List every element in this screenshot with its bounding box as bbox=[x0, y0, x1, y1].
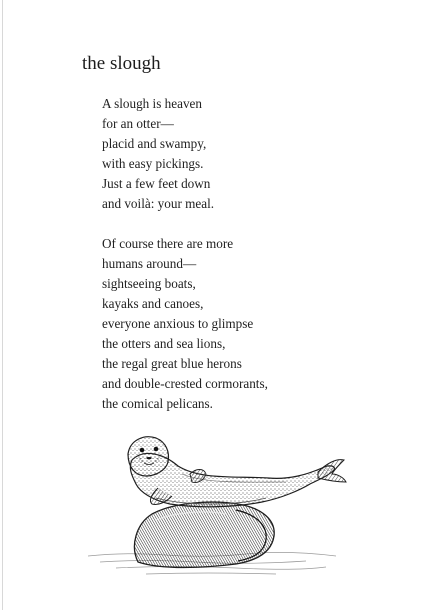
poem-line: everyone anxious to glimpse bbox=[102, 316, 254, 331]
poem-line: A slough is heaven bbox=[102, 96, 202, 111]
stanza-1 bbox=[102, 94, 268, 214]
poem-body bbox=[102, 94, 268, 434]
stanza-2 bbox=[102, 234, 268, 414]
poem-line: with easy pickings. bbox=[102, 156, 204, 171]
poem-line: the comical pelicans. bbox=[102, 396, 213, 411]
poem-line: the otters and sea lions, bbox=[102, 336, 226, 351]
poem-line: humans around— bbox=[102, 256, 197, 271]
poem-line: placid and swampy, bbox=[102, 136, 207, 151]
poem-line: Of course there are more bbox=[102, 236, 234, 251]
poem-line: sightseeing boats, bbox=[102, 276, 196, 291]
seal bbox=[128, 437, 346, 507]
seal-on-rock-icon bbox=[86, 428, 348, 578]
poem-line: for an otter— bbox=[102, 116, 174, 131]
poem-line: kayaks and canoes, bbox=[102, 296, 204, 311]
seal-eye bbox=[154, 447, 159, 452]
seal-eye bbox=[140, 448, 145, 453]
poem-line: the regal great blue herons bbox=[102, 356, 242, 371]
poem-line: and voilà: your meal. bbox=[102, 196, 215, 211]
page-edge bbox=[2, 0, 3, 610]
page-title: the slough bbox=[82, 53, 161, 74]
poem-line: and double-crested cormorants, bbox=[102, 376, 268, 391]
poem-line: Just a few feet down bbox=[102, 176, 211, 191]
rock bbox=[134, 502, 274, 567]
